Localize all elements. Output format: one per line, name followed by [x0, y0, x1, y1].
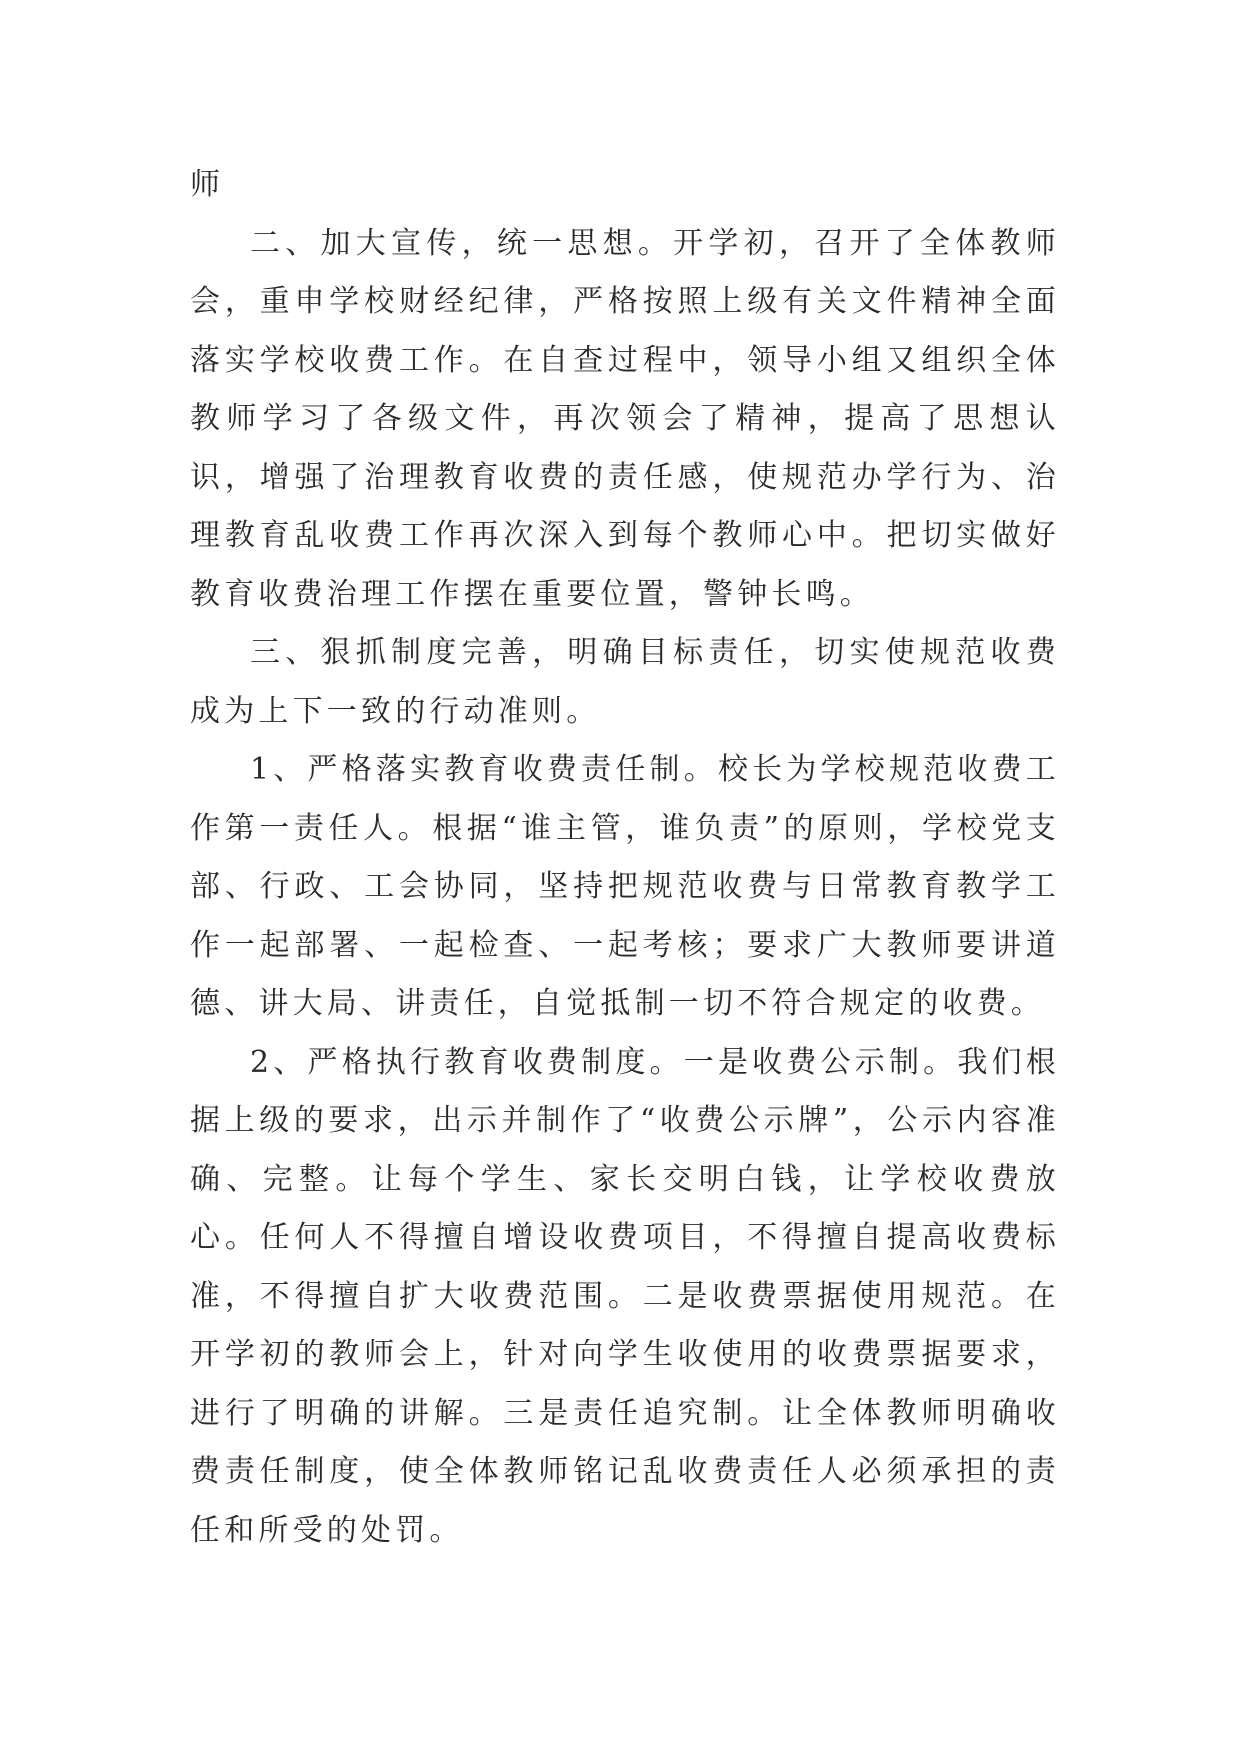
paragraph-item-one: 1、严格落实教育收费责任制。校长为学校规范收费工作第一责任人。根据“谁主管，谁负责”的原则，学校党支部、行政、工会协同，坚持把规范收费与日常教育教学工作一起部署、一起检查、一起考核；要求广大教师要讲道德、讲大局、讲责任，自觉抵制一切不符合规定的收费。	[190, 752, 1060, 1021]
paragraph-section-three: 三、狠抓制度完善，明确目标责任，切实使规范收费成为上下一致的行动准则。	[190, 635, 1060, 729]
paragraph-continuation: 师	[190, 167, 225, 202]
document-body	[190, 156, 1060, 1560]
paragraph-item-two: 2、严格执行教育收费制度。一是收费公示制。我们根据上级的要求，出示并制作了“收费公示牌”，公示内容准确、完整。让每个学生、家长交明白钱，让学校收费放心。任何人不得擅自增设收费项目，不得擅自提高收费标准，不得擅自扩大收费范围。二是收费票据使用规范。在开学初的教师会上，针对向学生收使用的收费票据要求，进行了明确的讲解。三是责任追究制。让全体教师明确收费责任制度，使全体教师铭记乱收费责任人必须承担的责任和所受的处罚。	[190, 1044, 1060, 1548]
paragraph-section-two: 二、加大宣传，统一思想。开学初，召开了全体教师会，重申学校财经纪律，严格按照上级有关文件精神全面落实学校收费工作。在自查过程中，领导小组又组织全体教师学习了各级文件，再次领会了精神，提高了思想认识，增强了治理教育收费的责任感，使规范办学行为、治理教育乱收费工作再次深入到每个教师心中。把切实做好教育收费治理工作摆在重要位置，警钟长鸣。	[190, 225, 1060, 612]
